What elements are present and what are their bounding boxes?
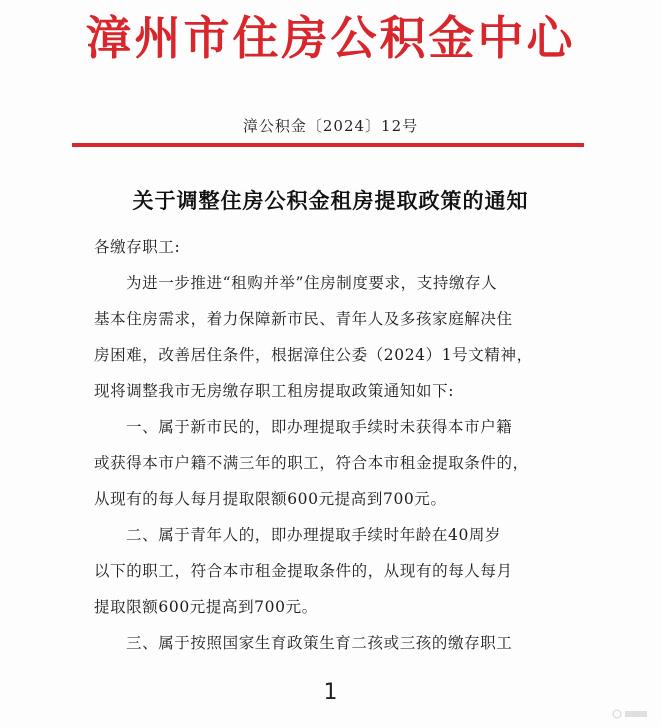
paragraph-line: 从现有的每人每月提取限额600元提高到700元。 [94, 490, 447, 508]
paragraph-line: 或获得本市户籍不满三年的职工，符合本市租金提取条件的， [94, 454, 529, 472]
paragraph-line: 一、属于新市民的，即办理提取手续时未获得本市户籍 [126, 418, 513, 436]
paragraph-line: 提取限额600元提高到700元。 [94, 598, 318, 616]
doc-number: 漳公积金〔2024〕12号 [242, 117, 419, 135]
watermark-icon [611, 707, 651, 721]
red-divider [72, 143, 584, 147]
paragraph-line: 现将调整我市无房缴存职工租房提取政策通知如下: [94, 382, 455, 400]
notice-title: 关于调整住房公积金租房提取政策的通知 [132, 188, 529, 213]
org-title: 漳州市住房公积金中心 [85, 11, 576, 65]
paragraph-line: 房困难，改善居住条件，根据漳住公委（2024）1号文精神， [94, 346, 533, 364]
paragraph-line: 基本住房需求，着力保障新市民、青年人及多孩家庭解决住 [94, 310, 513, 328]
paragraph-line: 二、属于青年人的，即办理提取手续时年龄在40周岁 [126, 526, 502, 544]
paragraph-line: 为进一步推进“租购并举”住房制度要求，支持缴存人 [126, 274, 498, 292]
paragraph-line: 三、属于按照国家生育政策生育二孩或三孩的缴存职工 [126, 634, 513, 652]
salutation: 各缴存职工: [94, 238, 181, 256]
page-number: 1 [323, 680, 338, 705]
paragraph-line: 以下的职工，符合本市租金提取条件的，从现有的每人每月 [94, 562, 513, 580]
